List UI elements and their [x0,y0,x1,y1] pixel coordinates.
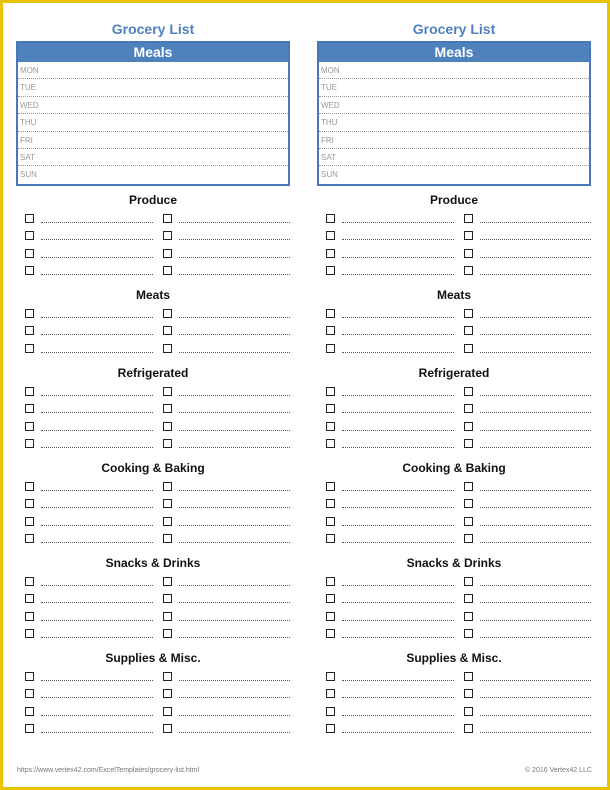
checkbox[interactable] [25,534,34,543]
item-entry-line[interactable] [41,257,153,258]
checkbox[interactable] [326,499,335,508]
item-entry-line[interactable] [41,525,153,526]
list-item-row [16,263,290,280]
list-item-row [16,686,290,703]
checkbox[interactable] [464,724,473,733]
checkbox[interactable] [464,577,473,586]
checkbox[interactable] [25,594,34,603]
checkbox[interactable] [163,387,172,396]
list-item-row [16,669,290,686]
checkbox[interactable] [326,612,335,621]
meal-day-row[interactable] [18,149,288,166]
item-entry-line[interactable] [480,680,591,681]
item-entry-line[interactable] [179,334,290,335]
item-entry-line[interactable] [480,507,591,508]
checkbox[interactable] [326,249,335,258]
list-item-row [317,436,591,453]
checkbox[interactable] [464,499,473,508]
checkbox[interactable] [326,707,335,716]
item-entry-line[interactable] [179,620,290,621]
item-entry-line[interactable] [342,447,454,448]
list-item-row [317,514,591,531]
checkbox[interactable] [326,594,335,603]
list-item-row [16,531,290,548]
item-entry-line[interactable] [41,430,153,431]
checkbox[interactable] [464,404,473,413]
checkbox[interactable] [163,439,172,448]
item-entry-line[interactable] [480,542,591,543]
item-entry-line[interactable] [342,715,454,716]
checkbox[interactable] [464,629,473,638]
list-item-row [16,721,290,738]
item-entry-line[interactable] [179,637,290,638]
item-entry-line[interactable] [342,334,454,335]
checkbox[interactable] [163,482,172,491]
checkbox[interactable] [464,534,473,543]
checkbox[interactable] [326,231,335,240]
item-entry-line[interactable] [41,602,153,603]
section-title: Refrigerated [418,366,490,380]
meal-day-row[interactable] [319,97,589,114]
footer-copyright: © 2016 Vertex42 LLC [524,767,592,774]
checkbox[interactable] [464,422,473,431]
item-entry-line[interactable] [480,732,591,733]
item-entry-line[interactable] [179,412,290,413]
list-item-row [317,479,591,496]
list-item-row [16,246,290,263]
item-entry-line[interactable] [342,602,454,603]
item-entry-line[interactable] [342,637,454,638]
item-entry-line[interactable] [179,352,290,353]
checkbox[interactable] [464,672,473,681]
meal-day-row[interactable] [319,132,589,149]
item-entry-line[interactable] [41,395,153,396]
item-entry-line[interactable] [480,637,591,638]
checkbox[interactable] [326,309,335,318]
checkbox[interactable] [326,672,335,681]
item-entry-line[interactable] [179,395,290,396]
checkbox[interactable] [464,439,473,448]
checkbox[interactable] [464,344,473,353]
checkbox[interactable] [25,482,34,491]
list-item-row [317,341,591,358]
item-entry-line[interactable] [179,697,290,698]
list-item-row [317,626,591,643]
checkbox[interactable] [25,231,34,240]
section-title: Supplies & Misc. [105,651,201,665]
item-entry-line[interactable] [480,334,591,335]
checkbox[interactable] [464,612,473,621]
footer-url[interactable]: https://www.vertex42.com/ExcelTemplates/grocery-list.html [17,767,200,774]
item-entry-line[interactable] [480,430,591,431]
section-title: Snacks & Drinks [105,556,201,570]
checkbox[interactable] [25,707,34,716]
item-entry-line[interactable] [342,697,454,698]
item-entry-line[interactable] [41,490,153,491]
checkbox[interactable] [163,266,172,275]
day-label: SAT [20,152,35,162]
list-item-row [16,479,290,496]
checkbox[interactable] [25,404,34,413]
section-title: Meats [436,288,471,302]
checkbox[interactable] [163,214,172,223]
checkbox[interactable] [163,534,172,543]
item-entry-line[interactable] [41,637,153,638]
item-entry-line[interactable] [342,412,454,413]
list-item-row [317,591,591,608]
list-item-row [317,704,591,721]
meal-day-row[interactable] [319,149,589,166]
checkbox[interactable] [25,344,34,353]
list-item-row [16,401,290,418]
checkbox[interactable] [464,707,473,716]
list-item-row [16,591,290,608]
checkbox[interactable] [163,309,172,318]
checkbox[interactable] [163,231,172,240]
item-entry-line[interactable] [342,525,454,526]
item-entry-line[interactable] [480,395,591,396]
item-entry-line[interactable] [41,715,153,716]
list-item-row [317,669,591,686]
checkbox[interactable] [326,689,335,698]
item-entry-line[interactable] [179,602,290,603]
checkbox[interactable] [163,629,172,638]
item-entry-line[interactable] [342,542,454,543]
checkbox[interactable] [25,577,34,586]
list-item-row [317,306,591,323]
item-entry-line[interactable] [179,715,290,716]
list-item-row [16,436,290,453]
item-entry-line[interactable] [480,697,591,698]
checkbox[interactable] [25,266,34,275]
list-item-row [317,228,591,245]
checkbox[interactable] [464,387,473,396]
item-entry-line[interactable] [179,239,290,240]
meals-header: Meals [18,43,288,62]
item-entry-line[interactable] [480,525,591,526]
checkbox[interactable] [163,517,172,526]
checkbox[interactable] [25,326,34,335]
checkbox[interactable] [163,612,172,621]
list-item-row [16,228,290,245]
list-item-row [16,574,290,591]
list-item-row [317,246,591,263]
item-entry-line[interactable] [480,620,591,621]
checkbox[interactable] [163,249,172,258]
meal-day-row[interactable] [319,62,589,79]
item-entry-line[interactable] [179,525,290,526]
checkbox[interactable] [326,422,335,431]
day-label: SAT [321,152,336,162]
item-entry-line[interactable] [41,239,153,240]
checkbox[interactable] [464,231,473,240]
item-entry-line[interactable] [342,239,454,240]
checkbox[interactable] [25,422,34,431]
item-entry-line[interactable] [342,274,454,275]
item-entry-line[interactable] [342,507,454,508]
item-entry-line[interactable] [342,257,454,258]
item-entry-line[interactable] [480,317,591,318]
checkbox[interactable] [25,439,34,448]
checkbox[interactable] [464,517,473,526]
checkbox[interactable] [464,266,473,275]
checkbox[interactable] [326,534,335,543]
item-entry-line[interactable] [179,507,290,508]
list-item-row [317,401,591,418]
page-title: Grocery List [412,21,496,37]
list-item-row [16,323,290,340]
checkbox[interactable] [326,577,335,586]
checkbox[interactable] [464,594,473,603]
item-entry-line[interactable] [480,602,591,603]
item-entry-line[interactable] [480,447,591,448]
section-title: Cooking & Baking [101,461,205,475]
meals-table [16,41,290,186]
meal-day-row[interactable] [18,97,288,114]
checkbox[interactable] [25,387,34,396]
checkbox[interactable] [25,249,34,258]
checkbox[interactable] [326,404,335,413]
list-item-row [16,514,290,531]
section-title: Supplies & Misc. [406,651,502,665]
list-item-row [16,341,290,358]
item-entry-line[interactable] [342,490,454,491]
day-label: FRI [20,135,33,145]
day-label: TUE [321,83,337,93]
list-item-row [317,686,591,703]
meal-day-row[interactable] [18,166,288,183]
item-entry-line[interactable] [179,222,290,223]
checkbox[interactable] [25,612,34,621]
checkbox[interactable] [326,387,335,396]
item-entry-line[interactable] [342,317,454,318]
item-entry-line[interactable] [342,732,454,733]
item-entry-line[interactable] [41,507,153,508]
list-item-row [16,419,290,436]
checkbox[interactable] [326,214,335,223]
checkbox[interactable] [326,629,335,638]
checkbox[interactable] [464,326,473,335]
checkbox[interactable] [163,707,172,716]
checkbox[interactable] [464,309,473,318]
day-label: SUN [20,170,37,180]
list-item-row [317,384,591,401]
checkbox[interactable] [163,404,172,413]
list-item-row [16,384,290,401]
checkbox[interactable] [326,344,335,353]
checkbox[interactable] [326,439,335,448]
day-label: FRI [321,135,334,145]
item-entry-line[interactable] [480,274,591,275]
list-item-row [317,574,591,591]
item-entry-line[interactable] [480,239,591,240]
item-entry-line[interactable] [342,395,454,396]
item-entry-line[interactable] [41,317,153,318]
item-entry-line[interactable] [342,680,454,681]
item-entry-line[interactable] [480,257,591,258]
item-entry-line[interactable] [342,352,454,353]
item-entry-line[interactable] [179,257,290,258]
checkbox[interactable] [163,577,172,586]
item-entry-line[interactable] [41,274,153,275]
item-entry-line[interactable] [480,585,591,586]
item-entry-line[interactable] [41,447,153,448]
list-item-row [16,306,290,323]
item-entry-line[interactable] [41,542,153,543]
item-entry-line[interactable] [480,352,591,353]
item-entry-line[interactable] [41,697,153,698]
list-item-row [16,626,290,643]
day-label: WED [20,100,39,110]
checkbox[interactable] [464,689,473,698]
checkbox[interactable] [25,629,34,638]
item-entry-line[interactable] [480,490,591,491]
day-label: SUN [321,170,338,180]
grocery-list-page [3,3,607,787]
item-entry-line[interactable] [41,222,153,223]
day-label: WED [321,100,340,110]
item-entry-line[interactable] [480,412,591,413]
checkbox[interactable] [25,517,34,526]
checkbox[interactable] [25,499,34,508]
checkbox[interactable] [326,266,335,275]
meal-day-row[interactable] [18,132,288,149]
list-item-row [317,211,591,228]
checkbox[interactable] [163,724,172,733]
item-entry-line[interactable] [179,317,290,318]
checkbox[interactable] [25,724,34,733]
item-entry-line[interactable] [179,542,290,543]
item-entry-line[interactable] [179,585,290,586]
list-item-row [317,496,591,513]
item-entry-line[interactable] [41,352,153,353]
checkbox[interactable] [163,689,172,698]
item-entry-line[interactable] [41,680,153,681]
item-entry-line[interactable] [480,715,591,716]
section-title: Meats [135,288,170,302]
checkbox[interactable] [25,309,34,318]
list-item-row [317,531,591,548]
section-title: Refrigerated [117,366,189,380]
meals-table [317,41,591,186]
item-entry-line[interactable] [41,334,153,335]
checkbox[interactable] [163,499,172,508]
checkbox[interactable] [163,422,172,431]
meal-day-row[interactable] [319,79,589,96]
day-label: MON [321,66,340,75]
checkbox[interactable] [464,482,473,491]
item-entry-line[interactable] [41,732,153,733]
meal-day-row[interactable] [18,114,288,131]
checkbox[interactable] [326,482,335,491]
list-item-row [317,721,591,738]
list-item-row [16,704,290,721]
section-title: Snacks & Drinks [406,556,502,570]
list-item-row [317,419,591,436]
item-entry-line[interactable] [41,412,153,413]
page-title: Grocery List [111,21,195,37]
item-entry-line[interactable] [179,732,290,733]
item-entry-line[interactable] [179,490,290,491]
checkbox[interactable] [163,594,172,603]
day-label: TUE [20,83,36,93]
checkbox[interactable] [163,672,172,681]
day-label: MON [20,66,39,75]
section-title: Cooking & Baking [402,461,506,475]
checkbox[interactable] [163,344,172,353]
checkbox[interactable] [163,326,172,335]
list-item-row [317,263,591,280]
checkbox[interactable] [25,672,34,681]
meals-header: Meals [319,43,589,62]
item-entry-line[interactable] [179,680,290,681]
item-entry-line[interactable] [342,620,454,621]
meal-day-row[interactable] [18,79,288,96]
section-title: Produce [128,193,177,207]
meal-day-row[interactable] [18,62,288,79]
list-item-row [16,211,290,228]
item-entry-line[interactable] [41,585,153,586]
item-entry-line[interactable] [342,585,454,586]
checkbox[interactable] [326,326,335,335]
day-label: THU [20,118,37,128]
item-entry-line[interactable] [179,430,290,431]
section-title: Produce [429,193,478,207]
item-entry-line[interactable] [41,620,153,621]
list-item-row [317,609,591,626]
checkbox[interactable] [326,517,335,526]
list-item-row [317,323,591,340]
day-label: THU [321,118,338,128]
item-entry-line[interactable] [342,222,454,223]
meal-day-row[interactable] [319,166,589,183]
checkbox[interactable] [25,689,34,698]
item-entry-line[interactable] [342,430,454,431]
checkbox[interactable] [464,249,473,258]
checkbox[interactable] [464,214,473,223]
checkbox[interactable] [326,724,335,733]
list-item-row [16,609,290,626]
item-entry-line[interactable] [179,274,290,275]
item-entry-line[interactable] [480,222,591,223]
list-item-row [16,496,290,513]
meal-day-row[interactable] [319,114,589,131]
checkbox[interactable] [25,214,34,223]
item-entry-line[interactable] [179,447,290,448]
